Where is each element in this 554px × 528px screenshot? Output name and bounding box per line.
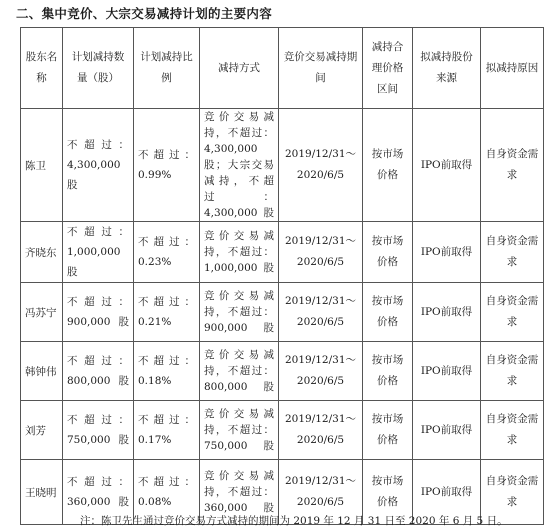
bidding-period: 2019/12/31～2020/6/5 [279,460,363,525]
planned-quantity: 不超过：750,000股 [63,401,134,460]
header-planned-ratio: 计划减持比例 [134,28,200,109]
reduction-method: 竞价交易减持，不超过：800,000股 [200,342,279,401]
footnote: 注：陈卫先生通过竞价交易方式减持的期间为 2019 年 12 月 31 日至 2020 年 6 月 5 日。 [80,515,508,527]
share-source: IPO前取得 [413,222,481,283]
shareholder-name: 刘芳 [21,401,63,460]
table-row [21,401,544,460]
header-reduction-reason: 拟减持原因 [481,28,544,109]
bidding-period: 2019/12/31～2020/6/5 [279,342,363,401]
table-row [21,222,544,283]
shareholder-name: 王晓明 [21,460,63,525]
price-range: 按市场价格 [363,109,413,222]
price-range: 按市场价格 [363,222,413,283]
reduction-method: 竞价交易减持，不超过：750,000股 [200,401,279,460]
reduction-reason: 自身资金需求 [481,401,544,460]
bidding-period: 2019/12/31～2020/6/5 [279,401,363,460]
section-heading: 二、集中竞价、大宗交易减持计划的主要内容 [16,6,273,21]
planned-ratio: 不超过：0.99% [134,109,200,222]
price-range: 按市场价格 [363,460,413,525]
table-header-row [21,28,544,109]
share-source: IPO前取得 [413,460,481,525]
reduction-reason: 自身资金需求 [481,109,544,222]
table-row [21,342,544,401]
header-bidding-period: 竞价交易减持期间 [279,28,363,109]
planned-quantity: 不超过：900,000股 [63,283,134,342]
planned-quantity: 不超过：800,000股 [63,342,134,401]
bidding-period: 2019/12/31～2020/6/5 [279,222,363,283]
reduction-method: 竞价交易减持，不超过：360,000股 [200,460,279,525]
planned-ratio: 不超过：0.18% [134,342,200,401]
header-shareholder-name: 股东名称 [21,28,63,109]
table-row [21,109,544,222]
reduction-method: 竞价交易减持，不超过：900,000股 [200,283,279,342]
reduction-method: 竞价交易减持，不超过：4,300,000股；大宗交易减持，不超过：4,300,000股 [200,109,279,222]
price-range: 按市场价格 [363,401,413,460]
share-source: IPO前取得 [413,283,481,342]
planned-ratio: 不超过：0.08% [134,460,200,525]
reduction-plan-table [20,27,544,525]
header-reduction-method: 减持方式 [200,28,279,109]
planned-quantity: 不超过：360,000股 [63,460,134,525]
price-range: 按市场价格 [363,342,413,401]
planned-quantity: 不超过：4,300,000股 [63,109,134,222]
bidding-period: 2019/12/31～2020/6/5 [279,109,363,222]
reduction-method: 竞价交易减持，不超过：1,000,000股 [200,222,279,283]
planned-ratio: 不超过：0.23% [134,222,200,283]
price-range: 按市场价格 [363,283,413,342]
shareholder-name: 陈卫 [21,109,63,222]
planned-ratio: 不超过：0.17% [134,401,200,460]
bidding-period: 2019/12/31～2020/6/5 [279,283,363,342]
shareholder-name: 韩钟伟 [21,342,63,401]
header-share-source: 拟减持股份来源 [413,28,481,109]
share-source: IPO前取得 [413,342,481,401]
share-source: IPO前取得 [413,109,481,222]
shareholder-name: 冯苏宁 [21,283,63,342]
reduction-reason: 自身资金需求 [481,222,544,283]
reduction-reason: 自身资金需求 [481,283,544,342]
header-price-range: 减持合理价格区间 [363,28,413,109]
shareholder-name: 齐晓东 [21,222,63,283]
planned-quantity: 不超过：1,000,000股 [63,222,134,283]
reduction-reason: 自身资金需求 [481,460,544,525]
planned-ratio: 不超过：0.21% [134,283,200,342]
share-source: IPO前取得 [413,401,481,460]
table-row [21,283,544,342]
header-planned-quantity: 计划减持数量（股） [63,28,134,109]
reduction-reason: 自身资金需求 [481,342,544,401]
